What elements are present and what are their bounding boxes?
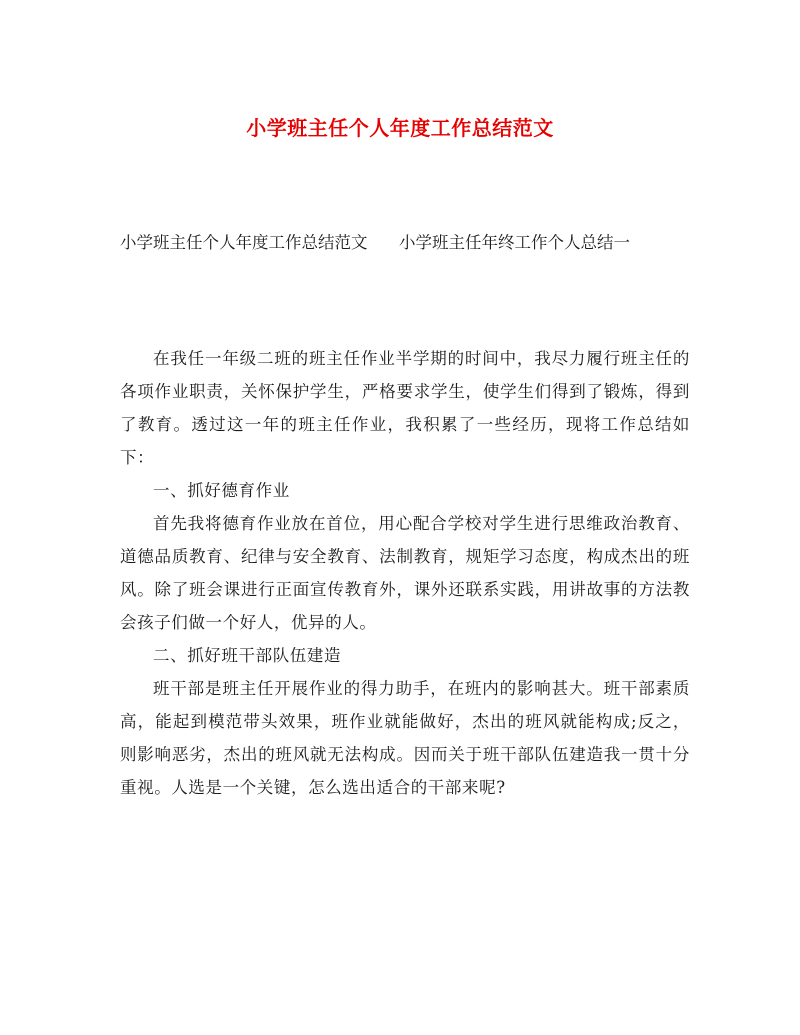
paragraph-moral-education: 首先我将德育作业放在首位，用心配合学校对学生进行思维政治教育、道德品质教育、纪律与安全教育、法制教育，规矩学习态度，构成杰出的班风。除了班会课进行正面宣传教育外，课外还联系实践，用讲故事的方法教会孩子们做一个好人，优异的人。 [120, 514, 690, 632]
paragraph-class-cadres: 班干部是班主任开展作业的得力助手，在班内的影响甚大。班干部素质高，能起到模范带头效果，班作业就能做好，杰出的班风就能构成;反之，则影响恶劣，杰出的班风就无法构成。因而关于班干部队伍建造我一贯十分重视。人选是一个关键，怎么选出适合的干部来呢? [120, 679, 690, 797]
paragraph-intro: 在我任一年级二班的班主任作业半学期的时间中，我尽力履行班主任的各项作业职责，关怀保护学生，严格要求学生，使学生们得到了锻炼，得到了教育。透过这一年的班主任作业，我积累了一些经历，现将工作总结如下： [120, 349, 690, 467]
document-title: 小学班主任个人年度工作总结范文 [246, 116, 554, 140]
section-heading-moral-education: 一、抓好德育作业 [153, 481, 290, 500]
section-heading-class-cadres: 二、抓好班干部队伍建造 [153, 646, 342, 665]
document-subtitle: 小学班主任个人年度工作总结范文 小学班主任年终工作个人总结一 [120, 233, 630, 252]
document-body [120, 342, 690, 804]
